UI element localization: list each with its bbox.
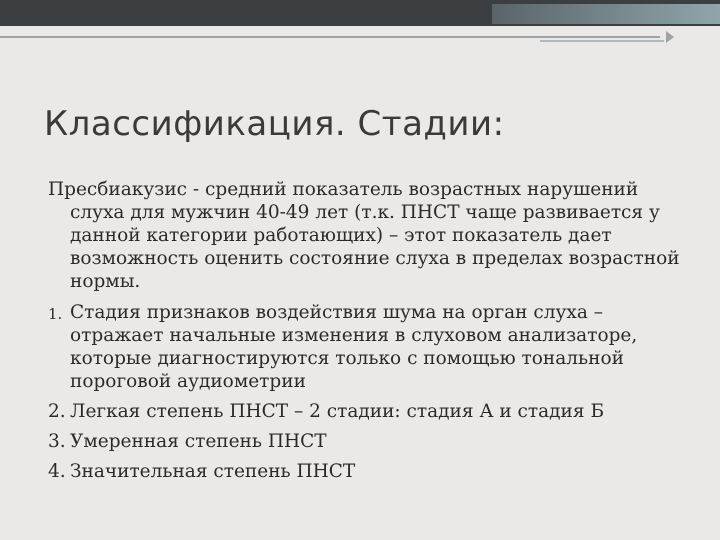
slide-title: Классификация. Стадии:	[44, 104, 505, 144]
slide-body	[48, 178, 688, 490]
top-decor-line	[0, 36, 660, 38]
intro-paragraph: Пресбиакузис - средний показатель возрастных нарушений слуха для мужчин 40-49 лет (т.к. ПНСТ чаще развивается у данной категории работающих) – этот показатель дает возможность оценить состояние слуха в пределах возрастной нормы.	[48, 179, 680, 292]
list-item-text: Легкая степень ПНСТ – 2 стадии: стадия А и стадия Б	[70, 401, 605, 422]
top-decor-accent	[492, 4, 720, 24]
top-decor-line-short	[540, 40, 664, 42]
list-item-text: Умеренная степень ПНСТ	[70, 431, 327, 452]
list-item-1	[48, 301, 688, 393]
list-item-number: 1.	[48, 305, 63, 323]
list-item-4	[48, 460, 688, 483]
list-item-text: Стадия признаков воздействия шума на орган слуха – отражает начальные изменения в слуховом анализаторе, которые диагностируются только с помощью тональной пороговой аудиометрии	[70, 302, 638, 392]
list-item-number: 4.	[48, 461, 66, 482]
list-item-number: 2.	[48, 401, 66, 422]
top-decor-band	[0, 0, 720, 26]
list-item-text: Значительная степень ПНСТ	[70, 461, 356, 482]
list-item-3	[48, 430, 688, 453]
list-item-2	[48, 400, 688, 423]
list-item-number: 3.	[48, 431, 66, 452]
chevron-right-icon	[666, 31, 674, 43]
